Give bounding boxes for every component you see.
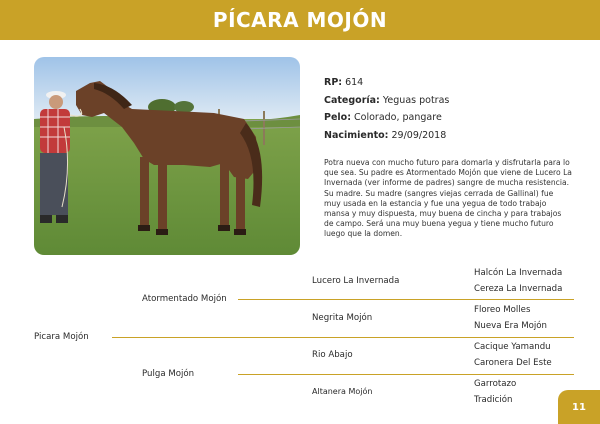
pedigree-sire-sire: Lucero La Invernada: [312, 276, 400, 286]
detail-coat: [324, 109, 574, 127]
page-number-label: 11: [572, 401, 586, 413]
pedigree-line: [238, 299, 574, 300]
detail-label: Categoría:: [324, 94, 380, 106]
horse-photo: [34, 57, 300, 255]
pedigree-ggp: Cereza La Invernada: [474, 284, 563, 294]
pedigree-sire: Atormentado Mojón: [142, 294, 227, 304]
horse-details: [324, 74, 574, 144]
pedigree-ggp: Tradición: [474, 395, 513, 405]
detail-label: Pelo:: [324, 112, 351, 123]
pedigree-ggp: Nueva Era Mojón: [474, 321, 547, 331]
detail-rp: [324, 74, 574, 92]
header-bar: [0, 0, 600, 40]
pedigree-line: [112, 337, 574, 338]
pedigree-subject: Picara Mojón: [34, 332, 89, 342]
pedigree-dam-sire: Rio Abajo: [312, 350, 353, 360]
detail-label: Nacimiento:: [324, 129, 389, 141]
detail-value: 614: [342, 77, 364, 88]
pedigree-sire-dam: Negrita Mojón: [312, 313, 373, 323]
horse-description: Potra nueva con mucho futuro para domarla y disfrutarla para lo que sea. Su padre es Atormentado Mojón que viene de Lucero La Invernada (ver informe de padres) sangre de mucha resistencia. Su madre. Su madre (sangres viejas cerrada de Gallinal) fue muy usada en la estancia y fue una yegua de todo trabajo mansa y muy dispuesta, muy buena de cincha y para trabajos de campo. Será una muy buena yegua y tiene mucho futuro luego que la domen.: [324, 158, 572, 239]
detail-birth: [324, 127, 574, 145]
detail-value: 29/09/2018: [388, 129, 447, 141]
detail-category: [324, 92, 574, 110]
pedigree-dam-dam: Altanera Mojón: [312, 387, 373, 396]
detail-value: Yeguas potras: [379, 94, 450, 106]
pedigree-ggp: Garrotazo: [474, 379, 517, 389]
page-title: PÍCARA MOJÓN: [212, 8, 388, 32]
detail-value: Colorado, pangare: [351, 112, 442, 123]
pedigree-ggp: Cacique Yamandu: [474, 342, 551, 352]
detail-label: RP:: [324, 77, 343, 88]
page-number: [558, 390, 600, 424]
pedigree-ggp: Floreo Molles: [474, 305, 531, 315]
pedigree-line: [238, 374, 574, 375]
pedigree-ggp: Halcón La Invernada: [474, 268, 563, 278]
pedigree-dam: Pulga Mojón: [142, 369, 195, 379]
pedigree-ggp: Caronera Del Este: [474, 358, 552, 368]
